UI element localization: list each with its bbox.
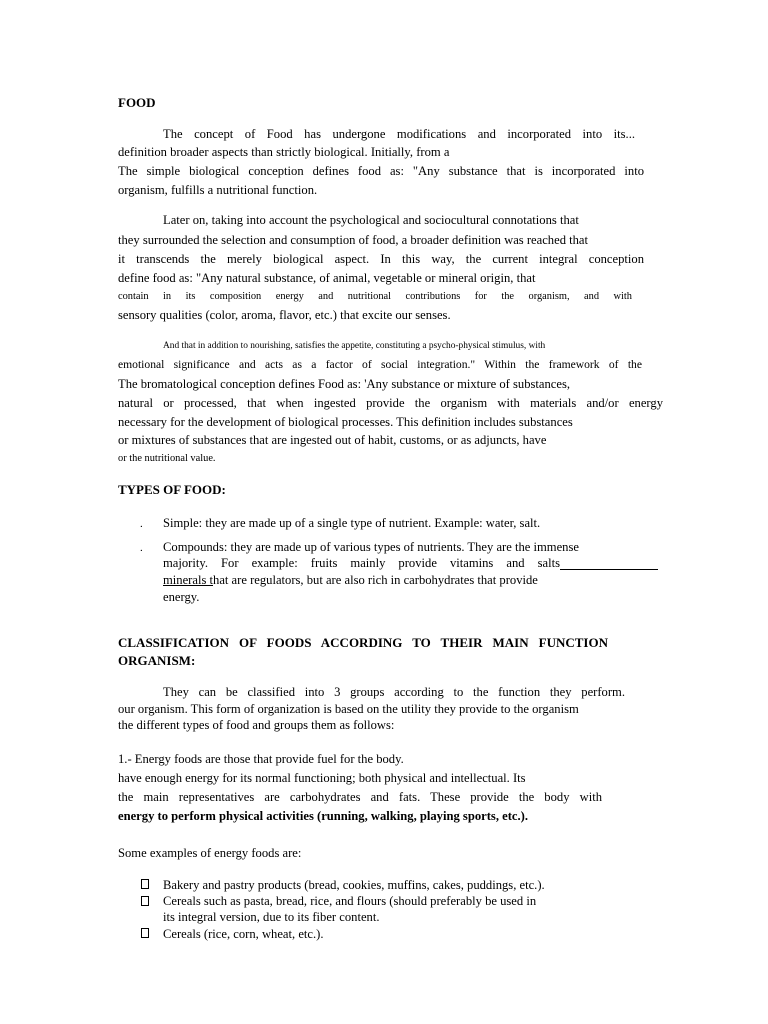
types-item-compounds-line4: energy.: [163, 590, 200, 604]
para3-line6: or mixtures of substances that are ingested out of habit, customs, or as adjuncts, have: [118, 433, 547, 447]
para2-line6: sensory qualities (color, aroma, flavor, etc.) that excite our senses.: [118, 308, 451, 322]
classification-para-line2: our organism. This form of organization is based on the utility they provide to the organism: [118, 702, 579, 716]
para3-line4: natural or processed, that when ingested provide the organism with materials and/or energy: [118, 396, 663, 410]
energy-line3: the main representatives are carbohydrates and fats. These provide the body with: [118, 790, 602, 804]
energy-line2: have enough energy for its normal functioning; both physical and intellectual. Its: [118, 771, 526, 785]
para3-line1: And that in addition to nourishing, satisfies the appetite, constituting a psycho-physical stimulus, with: [163, 341, 546, 351]
para2-line2: they surrounded the selection and consumption of food, a broader definition was reached that: [118, 233, 589, 247]
para2-line5: contain in its composition energy and nutritional contributions for the organism, and with: [118, 291, 632, 302]
bullet-dot: .: [140, 542, 143, 554]
para2-line3: it transcends the merely biological aspect. In this way, the current integral conception: [118, 252, 644, 266]
energy-line4: energy to perform physical activities (running, walking, playing sports, etc.).: [118, 809, 528, 823]
para1-line3: The simple biological conception defines food as: "Any substance that is incorporated into: [118, 164, 644, 178]
example-item-cereals-line1: Cereals such as pasta, bread, rice, and flours (should preferably be used in: [163, 894, 537, 908]
classification-para-line1: They can be classified into 3 groups according to the function they perform.: [163, 685, 625, 699]
para1-line1: The concept of Food has undergone modifications and incorporated into its...: [163, 127, 635, 141]
para2-line4: define food as: "Any natural substance, of animal, vegetable or mineral origin, that: [118, 271, 536, 285]
para1-line2: definition broader aspects than strictly biological. Initially, from a: [118, 145, 450, 159]
classification-heading-line2: ORGANISM:: [118, 653, 196, 668]
examples-intro: Some examples of energy foods are:: [118, 846, 302, 860]
bullet-box: [141, 896, 149, 906]
types-item-compounds-line3-rest: hat are regulators, but are also rich in carbohydrates that provide: [213, 573, 538, 587]
para3-line7: or the nutritional value.: [118, 453, 216, 464]
classification-para-line3: the different types of food and groups them as follows:: [118, 718, 395, 732]
types-item-simple: Simple: they are made up of a single type of nutrient. Example: water, salt.: [163, 516, 541, 530]
example-item-cereals-line2: its integral version, due to its fiber content.: [163, 910, 380, 924]
para3-line2: emotional significance and acts as a factor of social integration." Within the framework of the: [118, 358, 642, 371]
bullet-box: [141, 879, 149, 889]
para1-line4: organism, fulfills a nutritional function.: [118, 183, 318, 197]
classification-heading-line1: CLASSIFICATION OF FOODS ACCORDING TO THEIR MAIN FUNCTION: [118, 635, 608, 650]
types-item-compounds-line1: Compounds: they are made up of various types of nutrients. They are the immense: [163, 540, 579, 554]
para2-line1: Later on, taking into account the psychological and sociocultural connotations that: [163, 213, 579, 227]
page-title: FOOD: [118, 95, 156, 110]
energy-line1: 1.- Energy foods are those that provide fuel for the body.: [118, 752, 404, 766]
example-item-cereals-grains: Cereals (rice, corn, wheat, etc.).: [163, 927, 324, 941]
bullet-box: [141, 928, 149, 938]
bullet-dot: .: [140, 518, 143, 530]
types-item-compounds-line3: [163, 572, 538, 588]
blank-underline: [560, 569, 658, 570]
para3-line5: necessary for the development of biological processes. This definition includes substances: [118, 415, 573, 429]
underlined-text: minerals t: [163, 573, 214, 587]
types-item-compounds-line2: majority. For example: fruits mainly provide vitamins and salts: [163, 556, 560, 570]
types-heading: TYPES OF FOOD:: [118, 482, 226, 497]
example-item-bakery: Bakery and pastry products (bread, cookies, muffins, cakes, puddings, etc.).: [163, 878, 545, 892]
para3-line3: The bromatological conception defines Food as: 'Any substance or mixture of substances,: [118, 377, 571, 391]
